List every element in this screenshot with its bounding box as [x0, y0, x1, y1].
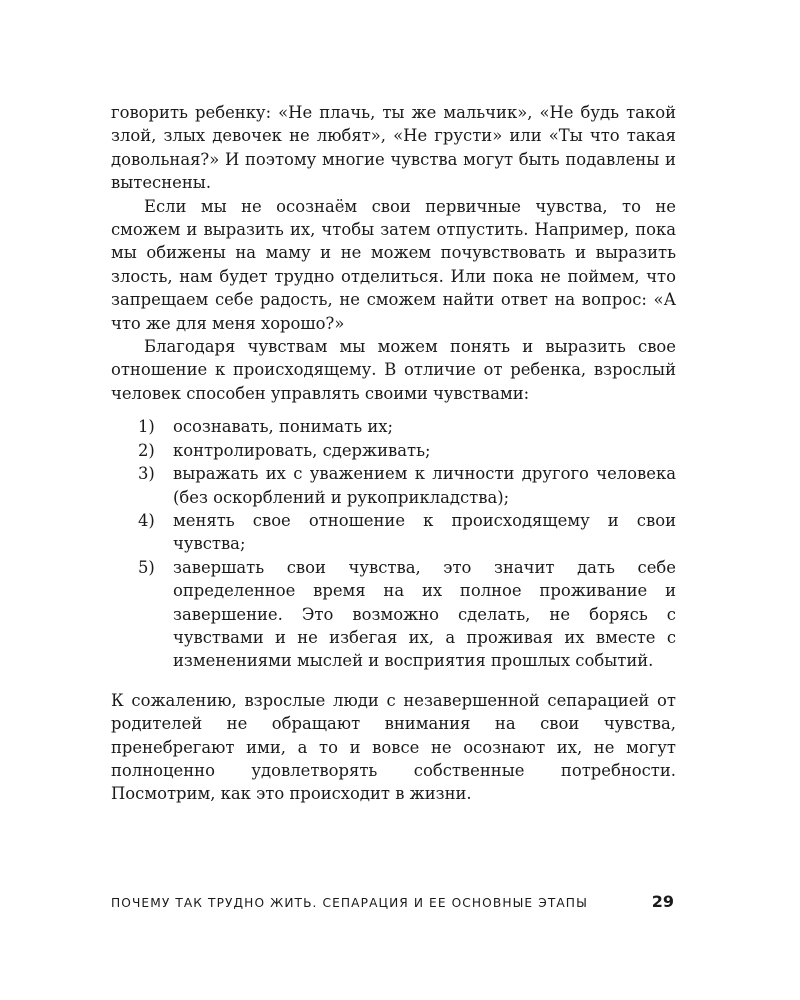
- list-item: [111, 415, 676, 438]
- list-item-text: осознавать, понимать их;: [173, 417, 394, 437]
- list-item-number: 1): [138, 417, 155, 437]
- list-item: [111, 439, 676, 462]
- paragraph: Благодаря чувствам мы можем понять и выразить свое отношение к происходящему. В отличие от ребенка, взрослый человек способен управлять своими чувствами:: [111, 337, 676, 403]
- list-item-number: 5): [138, 557, 155, 577]
- paragraph: говорить ребенку: «Не плачь, ты же мальчик», «Не будь такой злой, злых девочек не любят», «Не грусти» или «Ты что такая довольная?» И поэтому многие чувства могут быть подавлены и вытеснены.: [111, 103, 676, 193]
- list-item: [111, 462, 676, 509]
- body-text: [111, 101, 676, 806]
- page-number: 29: [651, 892, 674, 911]
- numbered-list: [111, 415, 676, 672]
- list-item-text: завершать свои чувства, это значит дать себе определенное время на их полное проживание и завершение. Это возможно сделать, не борясь с чувствами и не избегая их, а проживая их вместе с изменениями мыслей и восприятия прошлых событий.: [173, 557, 676, 671]
- list-item-number: 4): [138, 510, 155, 530]
- list-item: [111, 556, 676, 673]
- running-title: ПОЧЕМУ ТАК ТРУДНО ЖИТЬ. СЕПАРАЦИЯ И ЕЕ ОСНОВНЫЕ ЭТАПЫ: [111, 896, 588, 910]
- list-item-text: контролировать, сдерживать;: [173, 440, 431, 460]
- paragraph: К сожалению, взрослые люди с незавершенной сепарацией от родителей не обращают внимания на свои чувства, пренебрегают ими, а то и вовсе не осознают их, не могут полноценно удовлетворять собственные потребности. Посмотрим, как это происходит в жизни.: [111, 690, 676, 804]
- paragraph: Если мы не осознаём свои первичные чувства, то не сможем и выразить их, чтобы затем отпустить. Например, пока мы обижены на маму и не можем почувствовать и выразить злость, нам будет трудно отделиться. Или пока не поймем, что запрещаем себе радость, не сможем найти ответ на вопрос: «А что же для меня хорошо?»: [111, 196, 676, 333]
- list-item-text: менять свое отношение к происходящему и свои чувства;: [173, 510, 676, 554]
- list-item-number: 2): [138, 440, 155, 460]
- list-item-number: 3): [138, 464, 155, 484]
- list-item-text: выражать их с уважением к личности другого человека (без оскорблений и рукоприкладства);: [173, 464, 676, 507]
- list-item: [111, 509, 676, 556]
